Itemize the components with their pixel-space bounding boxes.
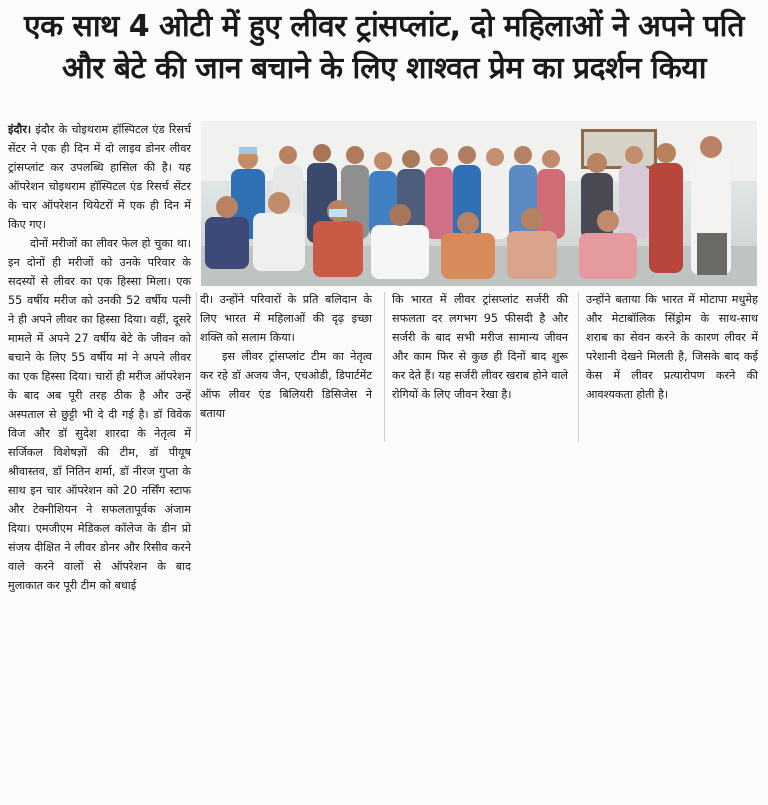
article-paragraph: कि भारत में लीवर ट्रांसप्लांट सर्जरी की सफलता दर लगभग 95 फीसदी है और सर्जरी के बाद सभी मरीज सामान्य जीवन और काम फिर से कुछ ही दिनों बाद शुरू कर देते हैं। यह सर्जरी लीवर खराब होने वाले रोगियों के लिए जीवन रेखा है। (392, 293, 568, 401)
headline-line-2: और बेटे की जान बचाने के लिए शाश्वत प्रेम का प्रदर्शन किया (62, 51, 706, 86)
article-paragraph: इस लीवर ट्रांसप्लांट टीम का नेतृत्व कर रहे डॉ अजय जैन, एचओडी, डिपार्टमेंट ऑफ लीवर एंड बिलियरी डिसिजेस ने बताया (200, 350, 372, 420)
people-illustration (201, 121, 757, 286)
dateline: इंदौर। (8, 123, 32, 136)
article-paragraph: उन्होंने बताया कि भारत में मोटापा मधुमेह और मेटाबॉलिक सिंड्रोम के साथ-साथ शराब का सेवन करने के कारण लीवर में परेशानी देखने मिलती है, जिसके बाद कई केस में लीवर प्रत्यारोपण करने की आवश्यकता होती है। (586, 293, 758, 401)
article-column-4 (586, 290, 758, 404)
column-divider (578, 292, 579, 442)
article-column-3 (392, 290, 568, 404)
article-paragraph: दोनों मरीजों का लीवर फेल हो चुका था। इन दोनों ही मरीजों को उनके परिवार के सदस्यों से लीवर का एक हिस्सा मिला। एक 55 वर्षीय मरीज को उनकी 52 वर्षीय पत्नी ने ही अपने लीवर का हिस्सा दिया। वहीं, दूसरे मामले में अपने 27 वर्षीय बेटे के जीवन को बचाने के लिए 55 वर्षीय मां ने अपने लीवर का एक हिस्सा दिया। चारों ही मरीज ऑपरेशन के बाद अब पूरी तरह ठीक है और उन्हें अस्पताल से छुट्टी भी दे दी गई है। डॉ विवेक विज और डॉ सुदेश शारदा के नेतृत्व में सर्जिकल विशेषज्ञों की टीम, डॉ पीयूष श्रीवास्तव, डॉ नितिन शर्मा, डॉ नीरज गुप्ता के साथ इन चार ऑपरेशन को 20 नर्सिंग स्टाफ और टेक्नीशियन ने सफलतापूर्वक अंजाम दिया। एमजीएम मेडिकल कॉलेज के डीन प्रो संजय दीक्षित ने लीवर डोनर और रिसीव करने वाले करने वालों से ऑपरेशन के बाद मुलाकात कर पूरी टीम को बधाई (8, 237, 191, 592)
article-column-1 (8, 120, 191, 595)
article-column-2 (200, 290, 372, 423)
column-divider (196, 292, 197, 442)
article-paragraph: दी। उन्होंने परिवारों के प्रति बलिदान के लिए भारत में महिलाओं की दृढ़ इच्छा शक्ति को सलाम किया। (200, 293, 372, 344)
headline-line-1: एक साथ 4 ओटी में हुए लीवर ट्रांसप्लांट, दो महिलाओं ने अपने पति (23, 9, 744, 44)
article-paragraph (8, 120, 191, 234)
group-photo (201, 121, 757, 286)
headline (0, 6, 768, 90)
column-divider (384, 292, 385, 442)
article-lead-text: इंदौर के चोइथराम हॉस्पिटल एंड रिसर्च सेंटर ने एक ही दिन में दो लाइव डोनर लीवर ट्रांसप्लांट कर उपलब्धि हासिल की है। यह ऑपरेशन चोइथराम हॉस्पिटल एंड रिसर्च सेंटर के चार ऑपरेशन थियेटरों में एक ही दिन में किए गए। (8, 123, 191, 231)
